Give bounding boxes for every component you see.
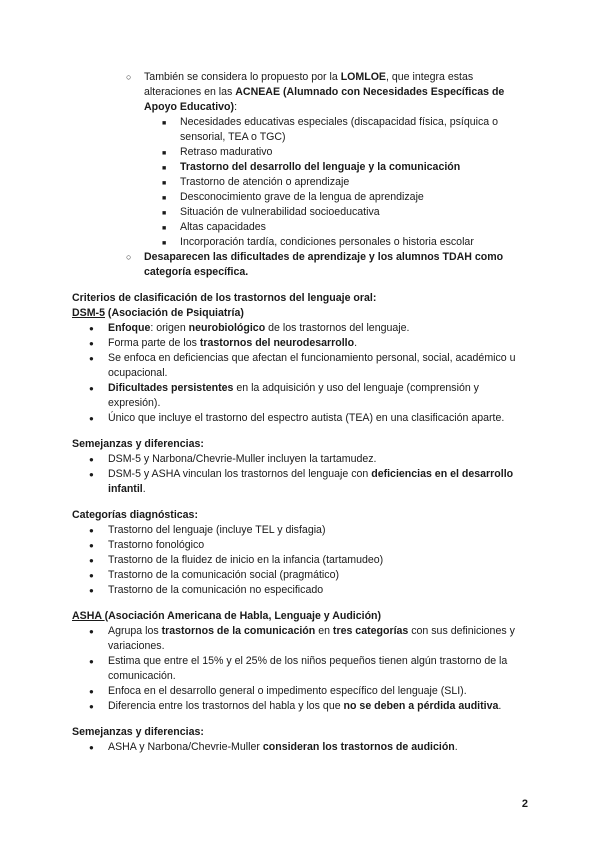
categories-heading (72, 508, 532, 523)
acneae-item: ■ Situación de vulnerabilidad socioeducativa (72, 205, 532, 220)
sim2-b1-b: consideran los trastornos de audición (262, 741, 455, 753)
category-item: ● Trastorno del lenguaje (incluye TEL y disfagia) (72, 523, 532, 538)
asha-b1-b: trastornos de la comunicación (161, 625, 316, 637)
categories-title: Categorías diagnósticas: (72, 509, 198, 521)
dsm-b4-b: en la adquisición y uso del lenguaje (comprensión y expresión). (108, 382, 479, 409)
dsm-b2-c: . (354, 337, 358, 349)
dsm-b1-a: Enfoque (108, 322, 151, 334)
dsm-bullet: ● Se enfoca en deficiencias que afectan el funcionamiento personal, social, académico u ocupacional. (72, 351, 532, 381)
criteria-title: Criterios de clasificación de los trastornos del lenguaje oral: (72, 292, 377, 304)
sim1-b2-b: deficiencias en el desarrollo infantil (108, 468, 514, 495)
asha-subtitle: (Asociación Americana de Habla, Lenguaje y Audición) (104, 610, 382, 622)
criteria-heading (72, 291, 532, 306)
dsm-bullet (72, 381, 532, 411)
lomloe-second-text: Desaparecen las dificultades de aprendizaje y los alumnos TDAH como categoría específica. (144, 251, 504, 278)
asha-bullet: ● Enfoca en el desarrollo general o impedimento específico del lenguaje (SLI). (72, 684, 532, 699)
category-item: ● Trastorno de la comunicación no especificado (72, 583, 532, 598)
dsm-b1-d: de los trastornos del lenguaje. (265, 322, 410, 334)
acneae-item-bold: Trastorno del desarrollo del lenguaje y la comunicación (180, 161, 461, 173)
similarities-bullet (72, 740, 532, 755)
asha-b4-c: . (498, 700, 502, 712)
asha-name: ASHA (72, 610, 105, 622)
asha-b4-b: no se deben a pérdida auditiva (343, 700, 499, 712)
lomloe-term: LOMLOE (340, 71, 387, 83)
dsm-b1-b: : origen (150, 322, 189, 334)
dsm-subtitle: (Asociación de Psiquiatría) (104, 307, 244, 319)
asha-bullet (72, 699, 532, 714)
similarities-list (72, 452, 532, 497)
lomloe-intro-item (72, 70, 532, 250)
acneae-item: ■ Incorporación tardía, condiciones personales o historia escolar (72, 235, 532, 250)
similarities-heading (72, 437, 532, 452)
acneae-item: ■ Retraso madurativo (72, 145, 532, 160)
acneae-term: ACNEAE (Alumnado con Necesidades Específicas de Apoyo Educativo) (144, 86, 505, 113)
acneae-item: ■ Necesidades educativas especiales (discapacidad física, psíquica o sensorial, TEA o TGC) (72, 115, 532, 145)
asha-b1-e: con sus definiciones y variaciones. (108, 625, 515, 652)
dsm-bullet: ● Único que incluye el trastorno del espectro autista (TEA) en una clasificación aparte. (72, 411, 532, 426)
category-item: ● Trastorno de la comunicación social (pragmático) (72, 568, 532, 583)
similarities-heading-2 (72, 725, 532, 740)
category-item: ● Trastorno fonológico (72, 538, 532, 553)
lomloe-intro-e: : (234, 101, 238, 113)
asha-b1-d: tres categorías (332, 625, 409, 637)
categories-list (72, 523, 532, 598)
dsm-name: DSM-5 (72, 307, 105, 319)
page-number: 2 (521, 798, 528, 810)
acneae-item: ■ Desconocimiento grave de la lengua de aprendizaje (72, 190, 532, 205)
acneae-item: ■ Altas capacidades (72, 220, 532, 235)
dsm-heading (72, 306, 532, 321)
asha-b4-a: Diferencia entre los trastornos del habla y los que (108, 700, 344, 712)
asha-b1-a: Agrupa los (108, 625, 162, 637)
dsm-b4-a: Dificultades persistentes (108, 382, 234, 394)
asha-list (72, 624, 532, 714)
sim1-b2-a: DSM-5 y ASHA vinculan los trastornos del lenguaje con (108, 468, 372, 480)
asha-bullet (72, 624, 532, 654)
similarities-title: Semejanzas y diferencias: (72, 438, 204, 450)
asha-b1-c: en (315, 625, 333, 637)
lomloe-intro-c: , que integra estas alteraciones en las (144, 71, 474, 98)
similarities-bullet: ● DSM-5 y Narbona/Chevrie-Muller incluyen la tartamudez. (72, 452, 532, 467)
similarities-bullet (72, 467, 532, 497)
dsm-bullet (72, 321, 532, 336)
dsm-b2-a: Forma parte de los (108, 337, 200, 349)
lomloe-second-item (72, 250, 532, 280)
lomloe-intro-a: También se considera lo propuesto por la (144, 71, 341, 83)
acneae-item: ■ Trastorno de atención o aprendizaje (72, 175, 532, 190)
page-content (72, 70, 532, 755)
similarities-list-2 (72, 740, 532, 755)
category-item: ● Trastorno de la fluidez de inicio en la infancia (tartamudeo) (72, 553, 532, 568)
sim1-b2-c: . (142, 483, 146, 495)
similarities-title-2: Semejanzas y diferencias: (72, 726, 204, 738)
dsm-b2-b: trastornos del neurodesarrollo (199, 337, 355, 349)
asha-heading (72, 609, 532, 624)
lomloe-list (72, 70, 532, 280)
asha-bullet: ● Estima que entre el 15% y el 25% de los niños pequeños tienen algún trastorno de la comunicación. (72, 654, 532, 684)
dsm-b1-c: neurobiológico (188, 322, 266, 334)
dsm-bullet (72, 336, 532, 351)
acneae-sublist (72, 115, 532, 250)
acneae-item (72, 160, 532, 175)
sim2-b1-a: ASHA y Narbona/Chevrie-Muller (108, 741, 263, 753)
sim2-b1-c: . (454, 741, 458, 753)
dsm-list (72, 321, 532, 426)
